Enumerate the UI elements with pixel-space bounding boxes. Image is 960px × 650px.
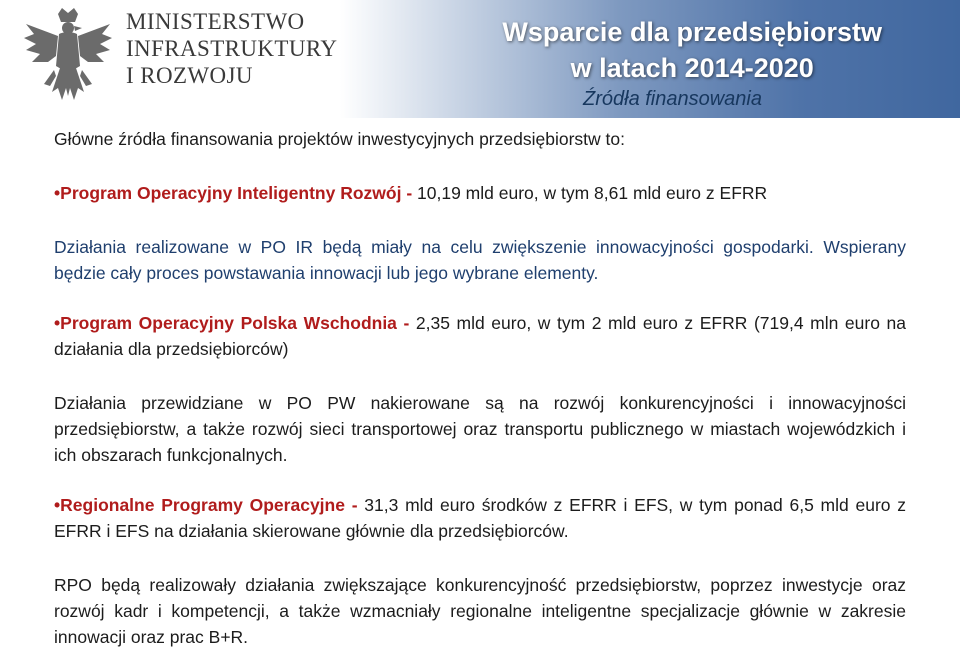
bullet: • <box>54 313 61 333</box>
program-name: Program Operacyjny Inteligentny Rozwój - <box>60 183 413 203</box>
bullet: • <box>54 495 61 515</box>
ministry-line-1: MINISTERSTWO <box>126 9 305 34</box>
ministry-line-2: INFRASTRUKTURY <box>126 36 338 61</box>
program-description: Działania realizowane w PO IR będą miały na celu zwiększenie innowacyjności gospodarki. Wspierany będzie cały proces powstawania innowacji lub jego wybrane elementy. <box>54 237 906 283</box>
intro-text: Główne źródła finansowania projektów inwestycyjnych przedsiębiorstw to: <box>54 129 625 149</box>
content-body <box>54 126 906 650</box>
program-po-pw <box>54 310 906 362</box>
program-rpo <box>54 492 906 544</box>
program-detail: 31,3 mld euro środków z EFRR i EFS, w tym ponad 6,5 mld euro z EFRR i EFS na działania skierowane głównie dla przedsiębiorców. <box>54 495 906 541</box>
ministry-line-3: I ROZWOJU <box>126 63 253 88</box>
title-line-2: w latach 2014-2020 <box>570 53 814 83</box>
program-name: Program Operacyjny Polska Wschodnia - <box>60 313 410 333</box>
title-line-1: Wsparcie dla przedsiębiorstw <box>502 17 882 47</box>
header-banner <box>0 0 960 118</box>
program-description: Działania przewidziane w PO PW nakierowane są na rozwój konkurencyjności i innowacyjności przedsiębiorstw, a także rozwój sieci transportowej oraz transportu publicznego w miastach wojewódzkich i ich obszarach funkcjonalnych. <box>54 393 906 465</box>
program-detail: 2,35 mld euro, w tym 2 mld euro z EFRR (719,4 mln euro na działania dla przedsiębiorców) <box>54 313 907 359</box>
polish-eagle-emblem-icon <box>22 8 114 112</box>
program-po-ir <box>54 180 906 206</box>
program-detail: 10,19 mld euro, w tym 8,61 mld euro z EFRR <box>412 183 768 203</box>
program-name: Regionalne Programy Operacyjne - <box>60 495 358 515</box>
page-subtitle: Źródła finansowania <box>583 88 762 110</box>
ministry-name <box>126 8 337 89</box>
page-title <box>502 14 882 86</box>
program-description: RPO będą realizowały działania zwiększające konkurencyjność przedsiębiorstw, poprzez inwestycje oraz rozwój kadr i kompetencji, a także wzmacniały regionalne inteligentne specjalizacje głównie w zakresie innowacji oraz prac B+R. <box>54 575 906 647</box>
bullet: • <box>54 183 61 203</box>
